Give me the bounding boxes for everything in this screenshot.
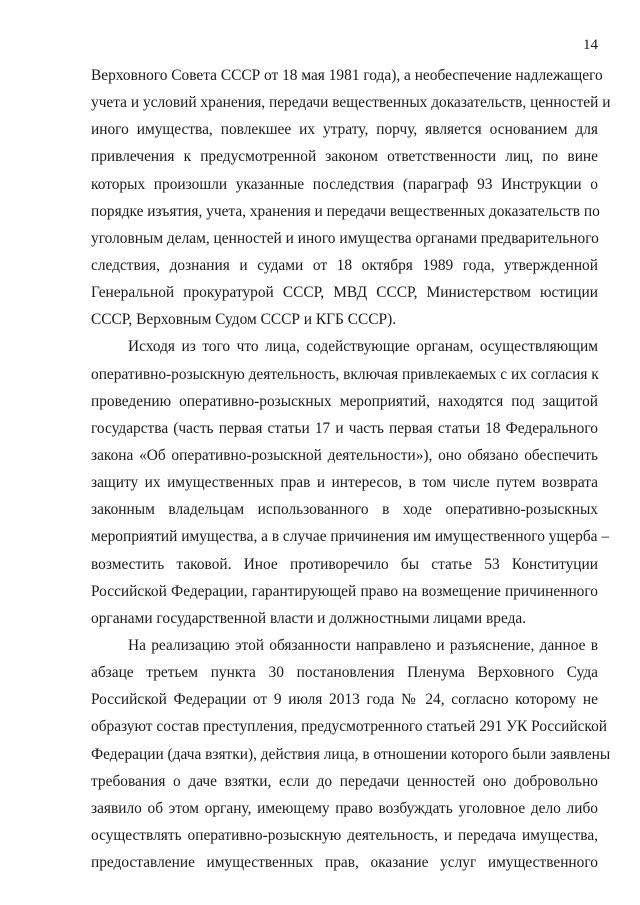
text-line: Генеральной прокуратурой СССР, МВД СССР, Министерством юстиции (91, 284, 598, 302)
text-line: Российской Федерации, гарантирующей право на возмещение причиненного (91, 582, 598, 600)
text-line: иного имущества, повлекшее их утрату, порчу, является основанием для (91, 121, 598, 139)
text-line: возместить таковой. Иное противоречило бы статье 53 Конституции (91, 555, 598, 573)
text-line: следствия, дознания и судами от 18 октября 1989 года, утвержденной (91, 256, 598, 274)
text-line: СССР, Верховным Судом СССР и КГБ СССР). (91, 311, 397, 329)
text-line: осуществлять оперативно-розыскную деятельность, и передача имущества, (91, 826, 598, 844)
text-line: образуют состав преступления, предусмотренного статьей 291 УК Российской (91, 718, 608, 736)
text-line: Федерации (дача взятки), действия лица, в отношении которого были заявлены (91, 745, 611, 763)
text-line: Исходя из того что лица, содействующие органам, осуществляющим (128, 338, 598, 356)
page-number: 14 (583, 37, 598, 53)
text-line: заявило об этом органу, имеющему право возбуждать уголовное дело либо (91, 799, 598, 817)
text-line: привлечения к предусмотренной законом ответственности лиц, по вине (91, 148, 598, 166)
text-line: законным владельцам использованного в ходе оперативно-розыскных (91, 501, 598, 519)
body-text (91, 62, 611, 876)
text-line: требования о даче взятки, если до передачи ценностей оно добровольно (91, 772, 598, 790)
text-line: учета и условий хранения, передачи вещественных доказательств, ценностей и (91, 94, 611, 112)
text-line: На реализацию этой обязанности направлено и разъяснение, данное в (128, 636, 598, 654)
text-line: Российской Федерации от 9 июля 2013 года № 24, согласно которому не (91, 691, 598, 709)
text-line: закона «Об оперативно-розыскной деятельности»), оно обязано обеспечить (91, 446, 598, 464)
text-line: государства (часть первая статьи 17 и часть первая статьи 18 Федерального (91, 419, 598, 437)
text-line: проведению оперативно-розыскных мероприятий, находятся под защитой (91, 392, 598, 410)
text-line: Верховного Совета СССР от 18 мая 1981 года), а необеспечение надлежащего (91, 67, 603, 84)
text-line: мероприятий имущества, а в случае причинения им имущественного ущерба – (91, 528, 610, 546)
text-line: защиту их имущественных прав и интересов, в том числе путем возврата (91, 474, 598, 492)
text-line: уголовным делам, ценностей и иного имущества органами предварительного (91, 229, 599, 247)
text-line: оперативно-розыскную деятельность, включая привлекаемых с их согласия к (91, 365, 599, 383)
text-line: органами государственной власти и должностными лицами вреда. (91, 609, 527, 627)
text-line: порядке изъятия, учета, хранения и передачи вещественных доказательств по (91, 202, 600, 220)
text-line: которых произошли указанные последствия (параграф 93 Инструкции о (91, 175, 598, 193)
text-line: абзаце третьем пункта 30 постановления Пленума Верховного Суда (91, 664, 598, 682)
text-line: предоставление имущественных прав, оказание услуг имущественного (91, 854, 598, 872)
